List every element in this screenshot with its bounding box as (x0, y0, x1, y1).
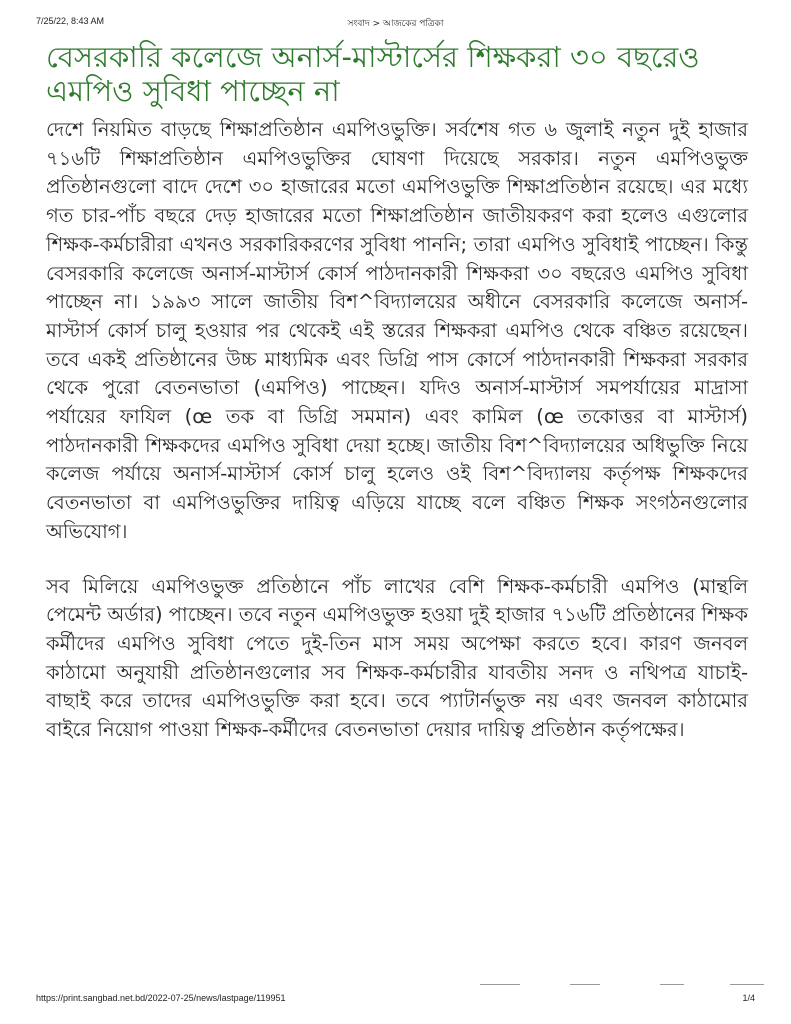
page-url-link[interactable]: https://print.sangbad.net.bd/2022-07-25/news/lastpage/119951 (36, 993, 286, 1003)
article-paragraph: দেশে নিয়মিত বাড়ছে শিক্ষাপ্রতিষ্ঠান এমপিওভুক্তি। সর্বশেষ গত ৬ জুলাই নতুন দুই হাজার ৭১৬টি শিক্ষাপ্রতিষ্ঠান এমপিওভুক্তির ঘোষণা দিয়েছে সরকার। নতুন এমপিওভুক্ত প্রতিষ্ঠানগুলো বাদে দেশে ৩০ হাজারের মতো এমপিওভুক্তি শিক্ষাপ্রতিষ্ঠান রয়েছে। এর মধ্যে গত চার-পাঁচ বছরে দেড় হাজারের মতো শিক্ষাপ্রতিষ্ঠান জাতীয়করণ করা হলেও এগুলোর শিক্ষক-কর্মচারীরা এখনও সরকারিকরণের সুবিধা পাননি; তারা এমপিও সুবিধাই পাচ্ছেন। কিন্তু বেসরকারি কলেজে অনার্স-মাস্টার্স কোর্স পাঠদানকারী শিক্ষকরা ৩০ বছরেও এমপিও সুবিধা পাচ্ছেন না। ১৯৯৩ সালে জাতীয় বিশ^বিদ্যালয়ের অধীনে বেসরকারি কলেজে অনার্স-মাস্টার্স কোর্স চালু হওয়ার পর থেকেই এই স্তরের শিক্ষকরা এমপিও থেকে বঞ্চিত রয়েছেন। তবে একই প্রতিষ্ঠানের উচ্চ মাধ্যমিক এবং ডিগ্রি পাস কোর্সে পাঠদানকারী শিক্ষকরা সরকার থেকে পুরো বেতনভাতা (এমপিও) পাচ্ছেন। যদিও অনার্স-মাস্টার্স সমপর্যায়ের মাদ্রাসা পর্যায়ের ফাযিল (œ তক বা ডিগ্রি সমমান) এবং কামিল (œ তকোত্তর বা মাস্টার্স) পাঠদানকারী শিক্ষকদের এমপিও সুবিধা দেয়া হচ্ছে। জাতীয় বিশ^বিদ্যালয়ের অধিভুক্তি নিয়ে কলেজ পর্যায়ে অনার্স-মাস্টার্স কোর্স চালু হলেও ওই বিশ^বিদ্যালয় কর্তৃপক্ষ শিক্ষকদের বেতনভাতা বা এমপিওভুক্তির দায়িত্ব এড়িয়ে যাচ্ছে বলে বঞ্চিত শিক্ষক সংগঠনগুলোর অভিযোগ। (46, 118, 748, 543)
cut-off-text-marks (480, 984, 780, 988)
article-paragraph: সব মিলিয়ে এমপিওভুক্ত প্রতিষ্ঠানে পাঁচ লাখের বেশি শিক্ষক-কর্মচারী এমপিও (মান্থলি পেমেন্ট অর্ডার) পাচ্ছেন। তবে নতুন এমপিওভুক্ত হওয়া দুই হাজার ৭১৬টি প্রতিষ্ঠানের শিক্ষক কর্মীদের এমপিও সুবিধা পেতে দুই-তিন মাস সময় অপেক্ষা করতে হবে। কারণ জনবল কাঠামো অনুযায়ী প্রতিষ্ঠানগুলোর সব শিক্ষক-কর্মচারীর যাবতীয় সনদ ও নথিপত্র যাচাই-বাছাই করে তাদের এমপিওভুক্তি করা হবে। তবে প্যাটার্নভুক্ত নয় এবং জনবল কাঠামোর বাইরে নিয়োগ পাওয়া শিক্ষক-কর্মীদের বেতনভাতা দেয়ার দায়িত্ব প্রতিষ্ঠান কর্তৃপক্ষের। (46, 574, 748, 742)
print-timestamp: 7/25/22, 8:43 AM (36, 16, 105, 26)
article-headline: বেসরকারি কলেজে অনার্স-মাস্টার্সের শিক্ষকরা ৩০ বছরেও এমপিও সুবিধা পাচ্ছেন না (46, 40, 700, 108)
article-body (46, 116, 748, 745)
print-page-title: সংবাদ > আজকের পত্রিকা (347, 19, 444, 29)
page-number: 1/4 (742, 993, 755, 1003)
print-footer (36, 993, 755, 1007)
print-header (36, 16, 755, 30)
